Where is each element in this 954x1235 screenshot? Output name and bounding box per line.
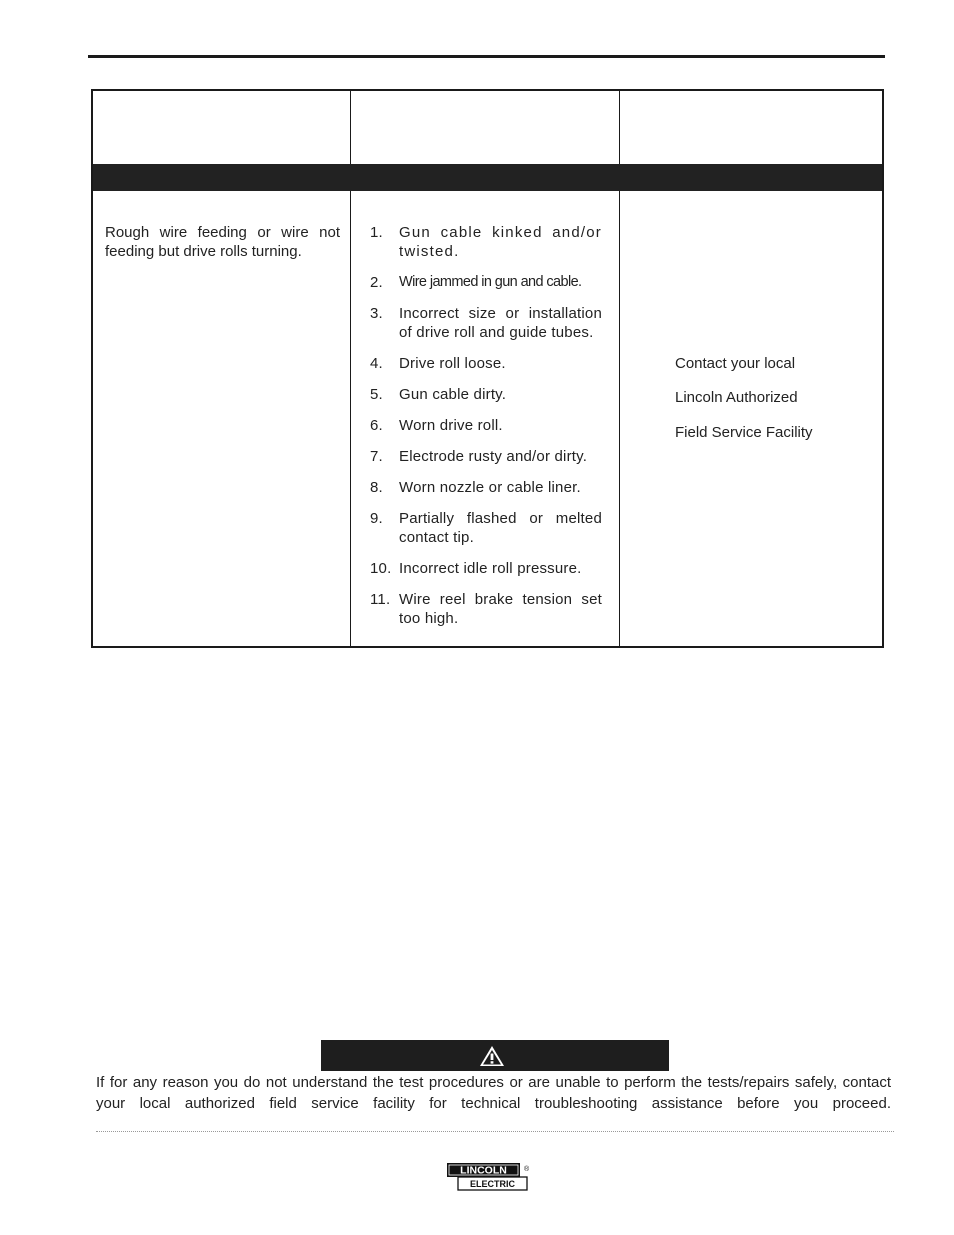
cause-item: 4. Drive roll loose. xyxy=(370,355,506,372)
troubleshooting-table xyxy=(91,89,884,648)
cause-item: 6. Worn drive roll. xyxy=(370,417,503,434)
top-rule xyxy=(88,55,885,58)
cause-item: 3. Incorrect size or installation of drive roll and guide tubes. xyxy=(370,305,602,341)
warning-triangle-icon xyxy=(479,1045,505,1067)
symptom-text: Rough wire feeding or wire not feeding but drive rolls turning. xyxy=(105,224,340,260)
cause-item: 2. Wire jammed in gun and cable. xyxy=(370,274,582,291)
cause-item: 7. Electrode rusty and/or dirty. xyxy=(370,448,588,465)
action-line-2: Lincoln Authorized xyxy=(675,389,798,406)
svg-text:®: ® xyxy=(524,1166,530,1173)
section-header-bar xyxy=(93,164,882,191)
lincoln-electric-logo xyxy=(446,1162,530,1192)
action-line-3: Field Service Facility xyxy=(675,424,813,441)
svg-text:LINCOLN: LINCOLN xyxy=(460,1164,507,1177)
cause-item: 9. Partially flashed or melted contact tip. xyxy=(370,510,602,546)
cause-item: 1. Gun cable kinked and/or twisted. xyxy=(370,224,602,260)
action-line-1: Contact your local xyxy=(675,355,796,372)
caution-bar xyxy=(321,1040,669,1071)
cause-item: 8. Worn nozzle or cable liner. xyxy=(370,479,581,496)
cause-item: 11. Wire reel brake tension set too high. xyxy=(370,591,602,627)
footer-divider xyxy=(96,1131,894,1132)
cause-item: 10. Incorrect idle roll pressure. xyxy=(370,560,582,577)
svg-text:ELECTRIC: ELECTRIC xyxy=(470,1179,515,1189)
possible-causes-list xyxy=(370,223,602,628)
cause-item: 5. Gun cable dirty. xyxy=(370,386,507,403)
warning-text: If for any reason you do not understand the test procedures or are unable to perform the tests/repairs safely, contact your local authorized field service facility for technical troubleshooting assistance before you proceed. xyxy=(96,1074,891,1112)
